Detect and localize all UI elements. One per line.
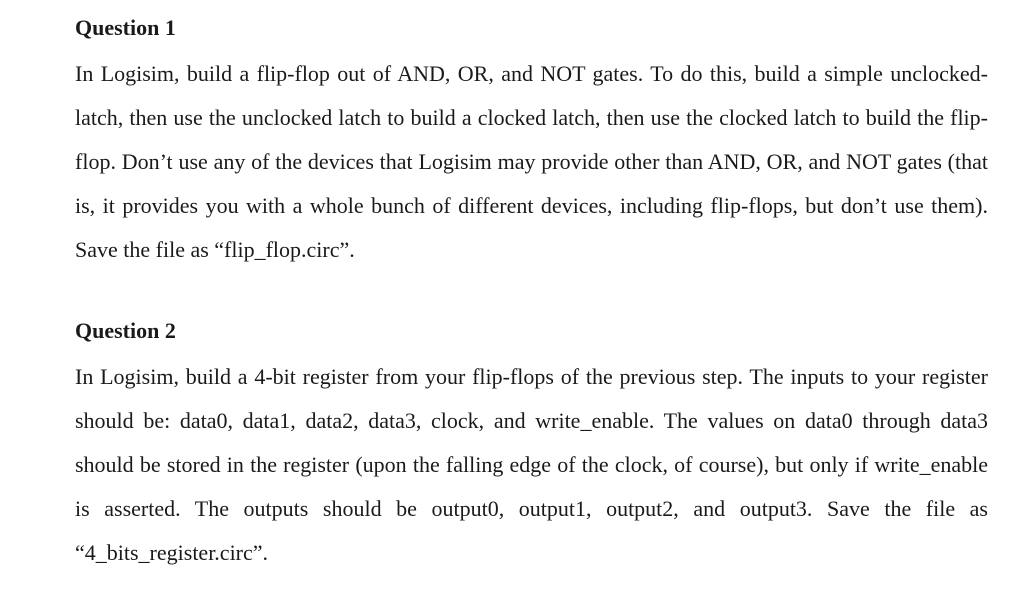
- question-2-heading: Question 2: [75, 318, 176, 343]
- question-1-section: [75, 0, 988, 272]
- document-page: [75, 0, 988, 575]
- question-2-text: In Logisim, build a 4-bit register from your flip-flops of the previous step. The inputs to your register should be: data0, data1, data2, data3, clock, and write_enable. The values on data0 through data3 should be stored in the register (upon the falling edge of the clock, of course), but only if write_enable is asserted. The outputs should be output0, output1, output2, and output3. Save the file as “4_bits_register.circ”.: [75, 364, 988, 565]
- question-1-heading: Question 1: [75, 15, 176, 40]
- question-1-text: In Logisim, build a flip-flop out of AND, OR, and NOT gates. To do this, build a simple unclocked-latch, then use the unclocked latch to build a clocked latch, then use the clocked latch to build the flip-flop. Don’t use any of the devices that Logisim may provide other than AND, OR, and NOT gates (that is, it provides you with a whole bunch of different devices, including flip-flops, but don’t use them). Save the file as “flip_flop.circ”.: [75, 61, 988, 262]
- question-2-section: [75, 272, 988, 575]
